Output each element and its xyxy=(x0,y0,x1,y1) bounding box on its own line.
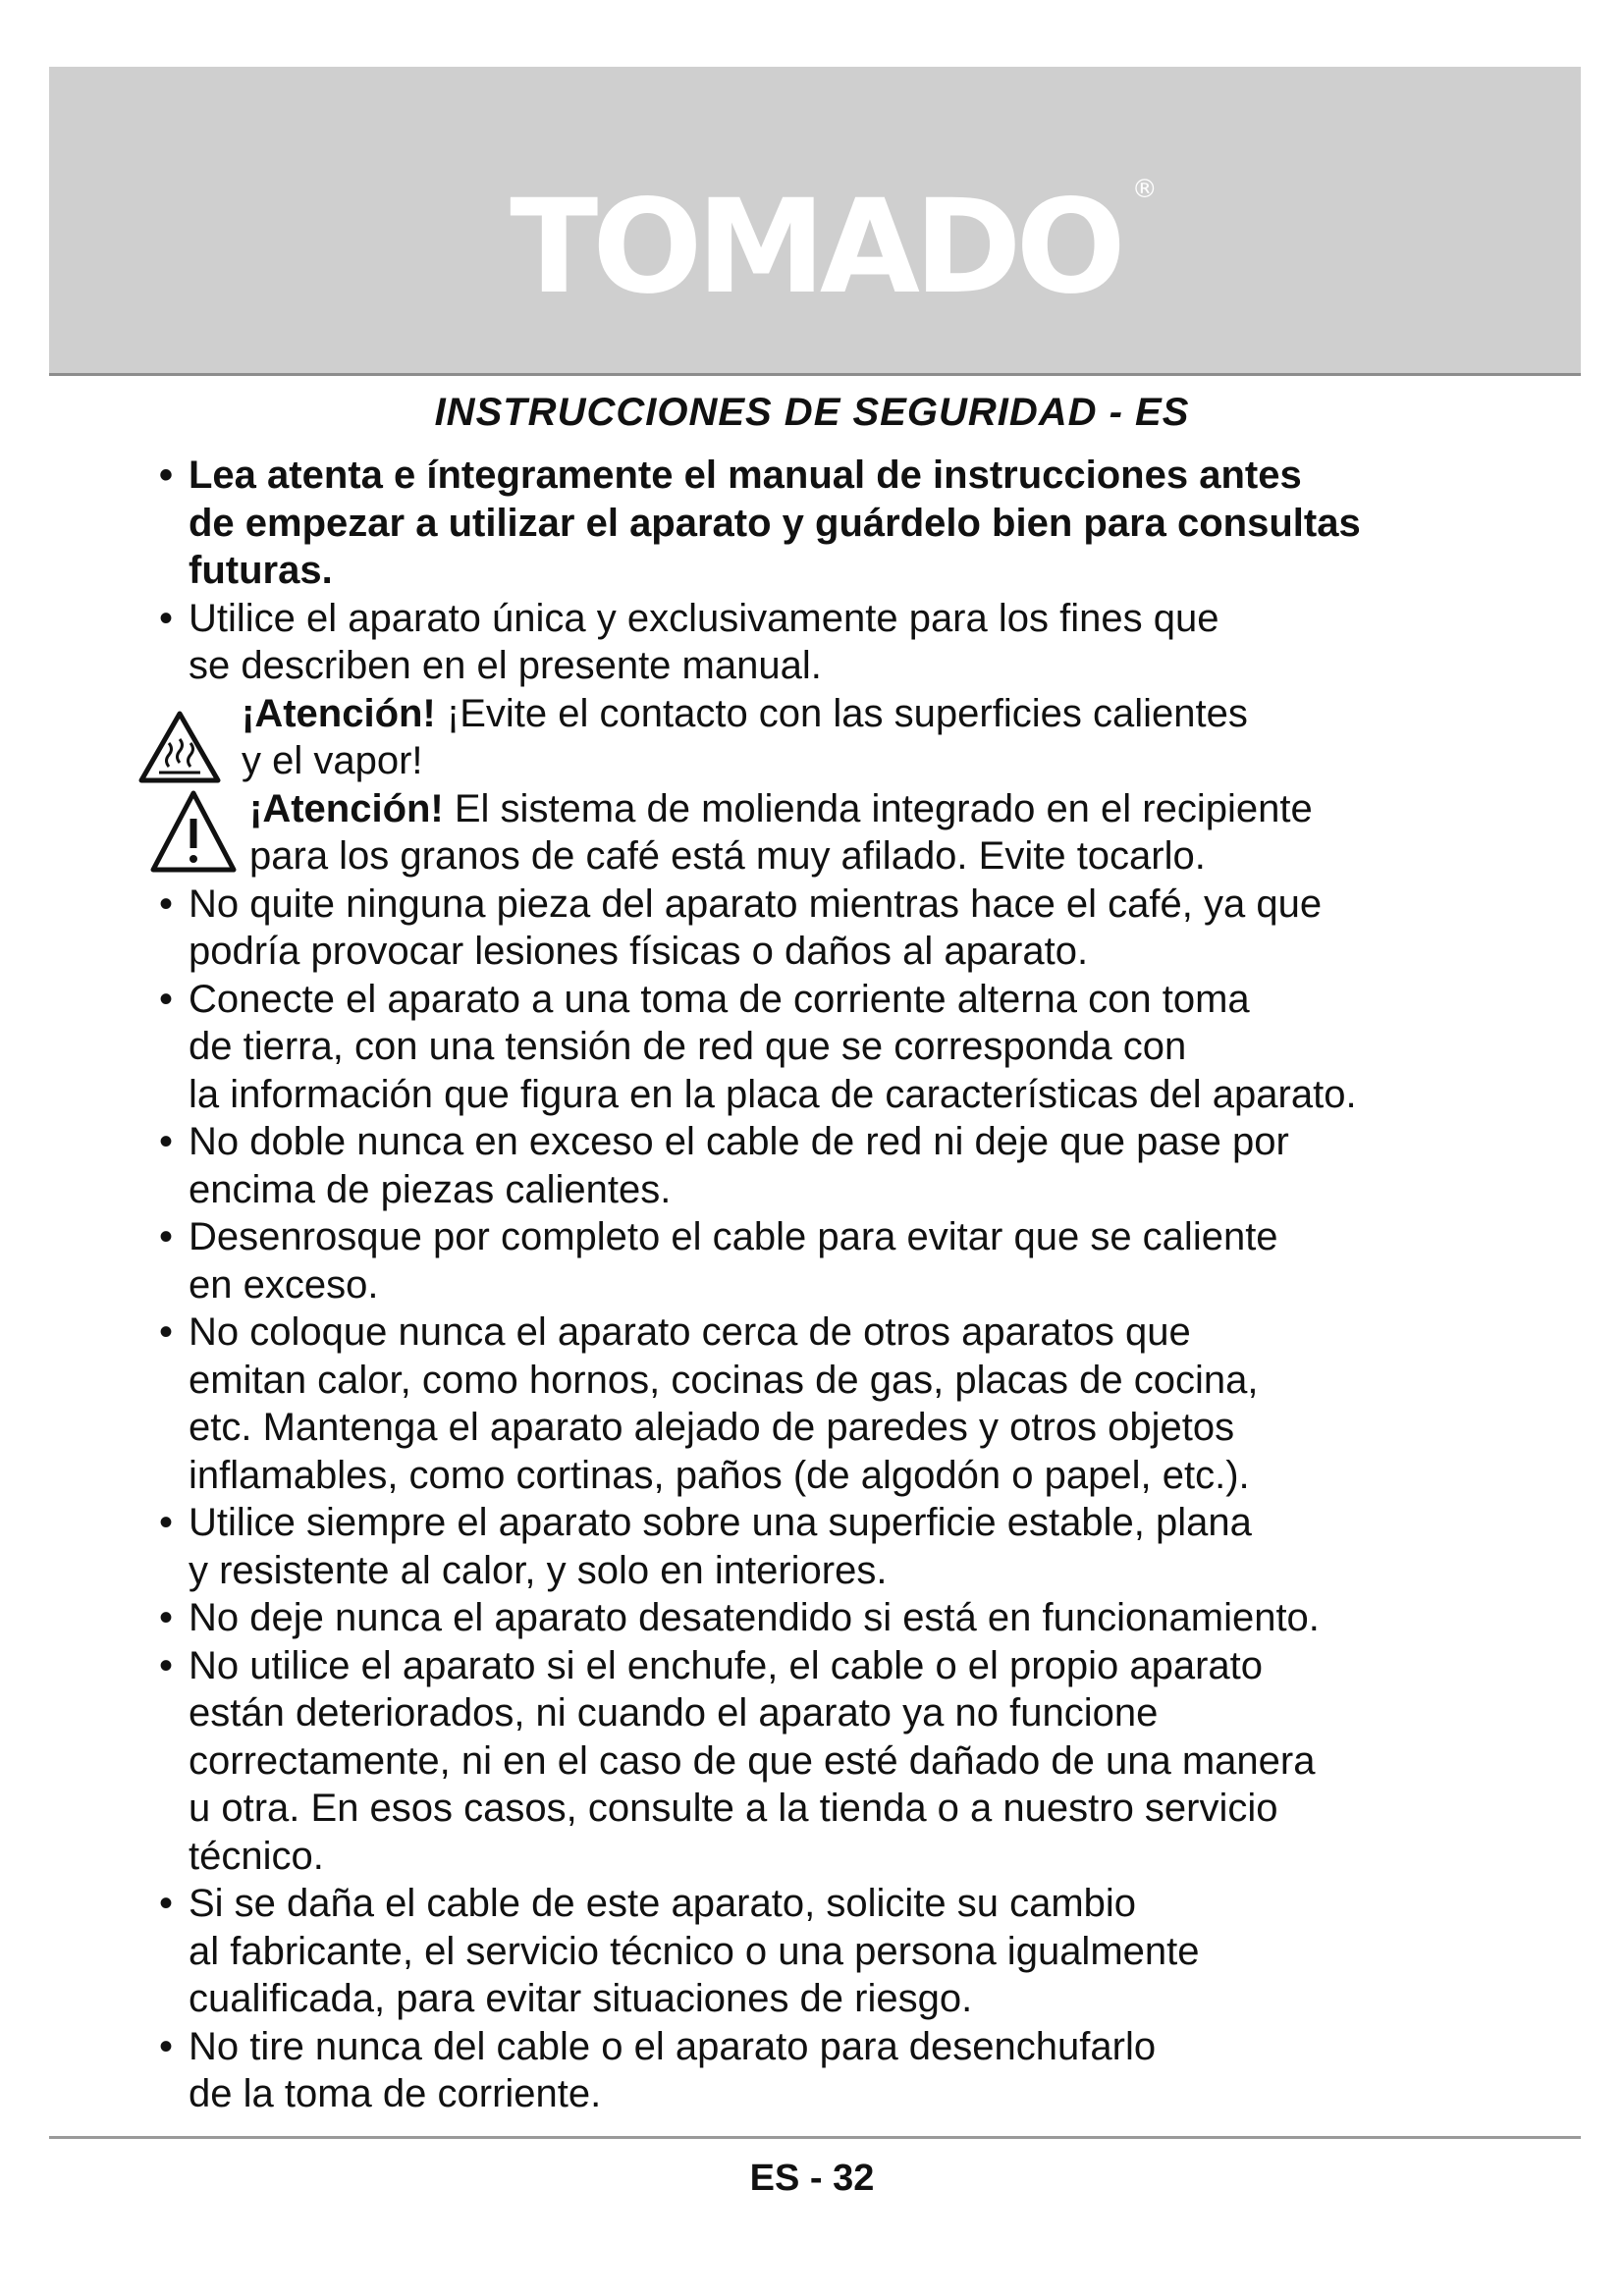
list-item-line: de empezar a utilizar el aparato y guárdelo bien para consultas xyxy=(189,501,1361,545)
list-item-line: No doble nunca en exceso el cable de red ni deje que pase por xyxy=(189,1120,1289,1163)
list-item-line: de la toma de corriente. xyxy=(189,2072,602,2115)
list-item xyxy=(159,1642,1573,1881)
warning-line xyxy=(242,690,1573,738)
warning-label: ¡Atención! xyxy=(249,786,444,830)
list-item-line: No utilice el aparato si el enchufe, el cable o el propio aparato xyxy=(189,1643,1264,1687)
warning-general xyxy=(137,785,1573,881)
list-item-line: etc. Mantenga el aparato alejado de paredes y otros objetos xyxy=(189,1406,1235,1449)
footer-divider xyxy=(49,2136,1581,2139)
warning-label: ¡Atención! xyxy=(242,691,436,735)
list-item-line: inflamables, como cortinas, paños (de algodón o papel, etc.). xyxy=(189,1453,1250,1497)
list-item-line: futuras. xyxy=(189,549,333,592)
list-item-line: están deteriorados, ni cuando el aparato ya no funcione xyxy=(189,1691,1159,1735)
list-item-line: Conecte el aparato a una toma de corriente alterna con toma xyxy=(189,977,1250,1021)
page-number: ES - 32 xyxy=(749,2158,875,2199)
brand-header xyxy=(49,67,1581,376)
list-item-line: Si se daña el cable de este aparato, solicite su cambio xyxy=(189,1882,1137,1925)
list-item-line: la información que figura en la placa de características del aparato. xyxy=(189,1072,1357,1116)
list-item-line: No tire nunca del cable o el aparato para desenchufarlo xyxy=(189,2024,1157,2068)
list-item-line: técnico. xyxy=(189,1834,324,1878)
warning-line: y el vapor! xyxy=(242,739,423,782)
brand-name: TOMADO xyxy=(510,172,1120,323)
bullet: • xyxy=(159,2024,174,2068)
bullet: • xyxy=(159,1215,174,1258)
list-item xyxy=(159,1594,1573,1642)
list-item xyxy=(159,976,1573,1119)
bullet: • xyxy=(159,596,174,640)
list-item-line: al fabricante, el servicio técnico o una persona igualmente xyxy=(189,1929,1200,1973)
list-item-line: No coloque nunca el aparato cerca de otros aparatos que xyxy=(189,1310,1191,1354)
list-item-line: se describen en el presente manual. xyxy=(189,644,822,687)
general-warning-icon xyxy=(149,789,238,874)
list-item xyxy=(159,881,1573,976)
list-item xyxy=(159,1880,1573,2023)
list-item-line: Lea atenta e íntegramente el manual de instrucciones antes xyxy=(189,454,1302,497)
bullet: • xyxy=(159,1882,174,1925)
list-item-line: No deje nunca el aparato desatendido si está en funcionamiento. xyxy=(189,1596,1320,1639)
list-item-line: cualificada, para evitar situaciones de riesgo. xyxy=(189,1977,973,2020)
list-item-line: podría provocar lesiones físicas o daños al aparato. xyxy=(189,930,1089,973)
list-item xyxy=(159,1213,1573,1308)
warning-text: El sistema de molienda integrado en el recipiente xyxy=(443,786,1313,830)
list-item-line: emitan calor, como hornos, cocinas de gas, placas de cocina, xyxy=(189,1358,1259,1402)
bullet: • xyxy=(159,1310,174,1354)
registered-mark: ® xyxy=(1131,175,1158,204)
bullet: • xyxy=(159,1643,174,1687)
section-title: INSTRUCCIONES DE SEGURIDAD - ES xyxy=(434,391,1190,434)
list-item-line: en exceso. xyxy=(189,1262,379,1307)
safety-instructions xyxy=(159,452,1573,2118)
bullet: • xyxy=(159,1596,174,1639)
list-item-line: No quite ninguna pieza del aparato mientras hace el café, ya que xyxy=(189,881,1323,926)
bullet: • xyxy=(159,454,174,497)
list-item-line: y resistente al calor, y solo en interiores. xyxy=(189,1548,888,1592)
list-item xyxy=(159,1118,1573,1213)
bullet: • xyxy=(159,1120,174,1163)
brand-logo xyxy=(49,172,1581,323)
list-item-line: correctamente, ni en el caso de que esté dañado de una manera xyxy=(189,1738,1316,1783)
list-item xyxy=(159,2023,1573,2118)
bullet: • xyxy=(159,881,174,926)
warning-hot-surface xyxy=(137,690,1573,785)
hot-surface-warning-icon xyxy=(137,710,222,784)
bullet: • xyxy=(159,977,174,1021)
list-item-line: de tierra, con una tensión de red que se corresponda con xyxy=(189,1025,1187,1068)
list-item-line: u otra. En esos casos, consulte a la tienda o a nuestro servicio xyxy=(189,1787,1278,1830)
list-item-line: Utilice el aparato única y exclusivamente para los fines que xyxy=(189,596,1219,640)
list-item xyxy=(159,595,1573,690)
list-item xyxy=(159,452,1573,595)
list-item-line: Desenrosque por completo el cable para evitar que se caliente xyxy=(189,1215,1278,1258)
list-item-line: Utilice siempre el aparato sobre una superficie estable, plana xyxy=(189,1501,1252,1544)
list-item xyxy=(159,1499,1573,1594)
warning-line xyxy=(249,785,1573,833)
bullet: • xyxy=(159,1501,174,1544)
list-item-line: encima de piezas calientes. xyxy=(189,1167,672,1211)
warning-text: ¡Evite el contacto con las superficies calientes xyxy=(435,691,1248,735)
warning-line: para los granos de café está muy afilado. Evite tocarlo. xyxy=(249,834,1206,878)
list-item xyxy=(159,1308,1573,1499)
